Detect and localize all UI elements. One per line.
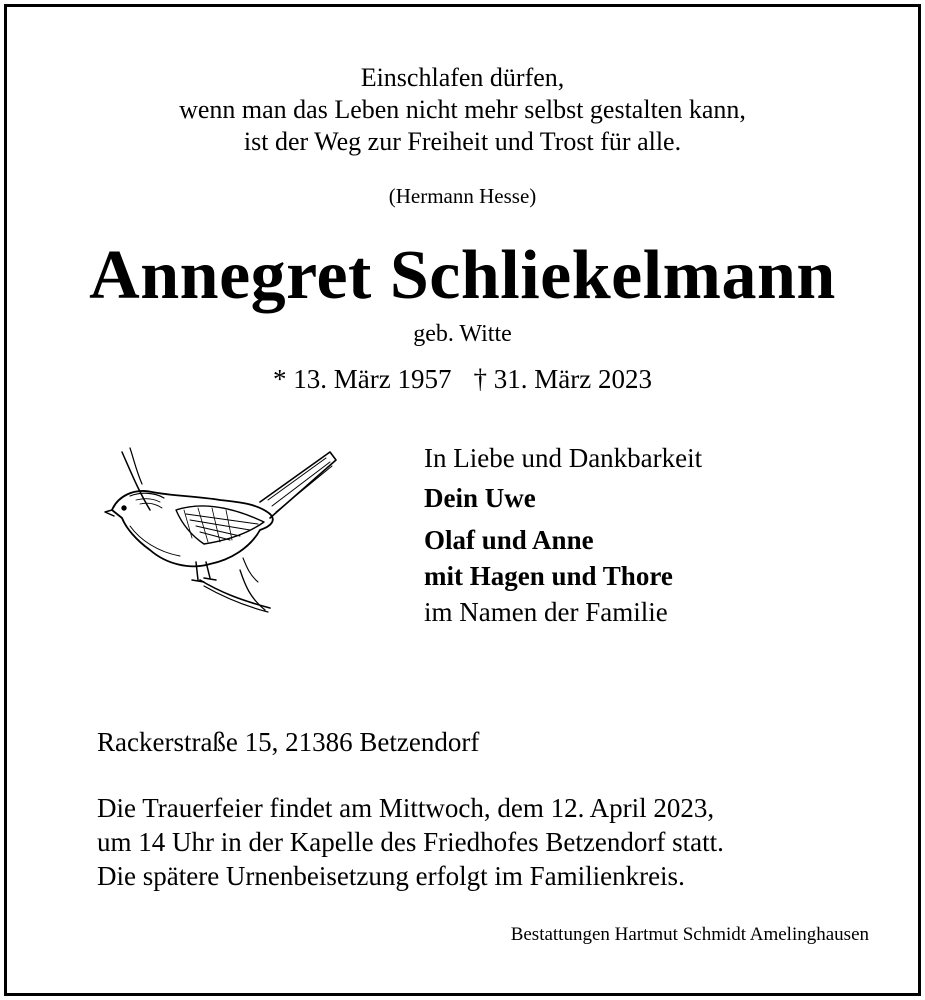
mourners-outro: im Namen der Familie — [424, 597, 668, 627]
mourner-line: mit Hagen und Thore — [424, 561, 673, 591]
deceased-name: Annegret Schliekelmann — [89, 237, 836, 314]
life-dates — [0, 364, 925, 395]
mourner-line: Dein Uwe — [424, 483, 536, 513]
ceremony-line: um 14 Uhr in der Kapelle des Friedhofes Betzendorf statt. — [97, 827, 724, 857]
ceremony-line: Die spätere Urnenbeisetzung erfolgt im Familienkreis. — [97, 861, 685, 891]
mourners-intro: In Liebe und Dankbarkeit — [424, 443, 703, 473]
quote-author: (Hermann Hesse) — [388, 184, 537, 208]
quote-poem — [0, 62, 925, 158]
quote-line: ist der Weg zur Freiheit und Trost für alle. — [243, 127, 682, 156]
ceremony-line: Die Trauerfeier findet am Mittwoch, dem 12. April 2023, — [97, 793, 715, 823]
maiden-name: geb. Witte — [413, 321, 512, 347]
quote-line: wenn man das Leben nicht mehr selbst gestalten kann, — [179, 95, 746, 124]
mourners-block — [424, 440, 702, 630]
mourning-address: Rackerstraße 15, 21386 Betzendorf — [97, 727, 480, 757]
death-date: † 31. März 2023 — [473, 364, 652, 394]
undertaker-name: Bestattungen Hartmut Schmidt Amelinghausen — [510, 924, 869, 945]
ceremony-info — [97, 791, 724, 893]
mourner-line: Olaf und Anne — [424, 525, 594, 555]
bird-on-branch-icon — [100, 440, 350, 620]
quote-line: Einschlafen dürfen, — [360, 63, 565, 92]
birth-date: * 13. März 1957 — [273, 364, 452, 394]
